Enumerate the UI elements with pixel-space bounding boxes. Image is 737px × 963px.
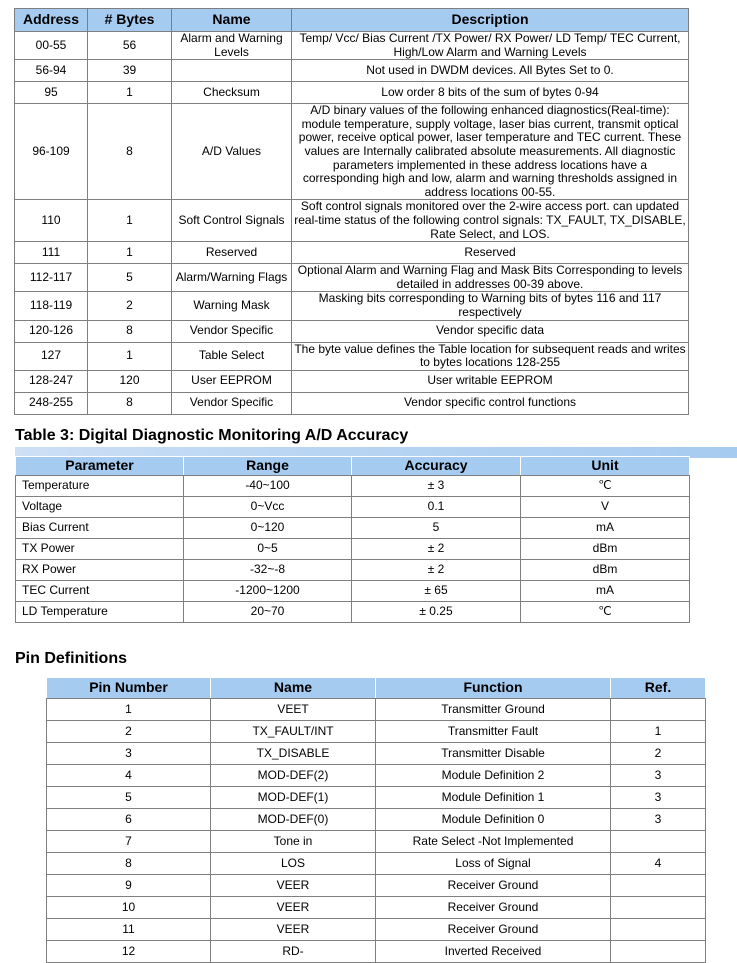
description-cell: Temp/ Vcc/ Bias Current /TX Power/ RX Power/ LD Temp/ TEC Current, High/Low Alarm and Warning Levels [292,32,689,60]
header-pin-number: Pin Number [47,678,211,699]
address-cell: 120-126 [15,320,88,342]
table-row [47,743,706,765]
pin-number-cell: 4 [47,765,211,787]
table-row [47,765,706,787]
bytes-cell: 8 [88,104,172,200]
header-pin-name: Name [211,678,376,699]
name-cell: Vendor Specific [172,392,292,414]
function-cell: Loss of Signal [376,853,611,875]
bytes-cell: 1 [88,342,172,370]
table-row [15,370,689,392]
parameter-cell: RX Power [16,560,184,581]
unit-cell: dBm [521,539,690,560]
pin-name-cell: VEER [211,875,376,897]
pin-name-cell: MOD-DEF(2) [211,765,376,787]
bytes-cell: 120 [88,370,172,392]
table-row [16,497,690,518]
range-cell: 0~120 [184,518,352,539]
description-cell: Low order 8 bits of the sum of bytes 0-94 [292,82,689,104]
table3-title: Table 3: Digital Diagnostic Monitoring A/D Accuracy [15,427,409,444]
table-row [47,809,706,831]
ref-cell [611,831,706,853]
function-cell: Receiver Ground [376,897,611,919]
address-cell: 96-109 [15,104,88,200]
table-header-row [47,678,706,699]
header-bytes: # Bytes [88,9,172,32]
name-cell: User EEPROM [172,370,292,392]
address-cell: 00-55 [15,32,88,60]
table-row [15,342,689,370]
accuracy-table [15,456,690,623]
description-cell: Soft control signals monitored over the 2-wire access port. can updated real-time status of the following control signals: TX_FAULT, TX_DISABLE, Rate Select, and LOS. [292,200,689,242]
ref-cell: 3 [611,765,706,787]
pin-number-cell: 3 [47,743,211,765]
accuracy-cell: ± 3 [352,476,521,497]
unit-cell: mA [521,581,690,602]
bytes-cell: 1 [88,200,172,242]
table-row [47,897,706,919]
range-cell: -32~-8 [184,560,352,581]
ref-cell [611,897,706,919]
accuracy-cell: ± 0.25 [352,602,521,623]
ref-cell: 1 [611,721,706,743]
table-row [15,82,689,104]
description-cell: Optional Alarm and Warning Flag and Mask Bits Corresponding to levels detailed in addresses 00-39 above. [292,264,689,292]
unit-cell: mA [521,518,690,539]
function-cell: Rate Select -Not Implemented [376,831,611,853]
table-row [15,320,689,342]
header-parameter: Parameter [16,457,184,476]
range-cell: -1200~1200 [184,581,352,602]
description-cell: Reserved [292,242,689,264]
pin-number-cell: 8 [47,853,211,875]
pin-number-cell: 2 [47,721,211,743]
parameter-cell: Voltage [16,497,184,518]
ref-cell: 2 [611,743,706,765]
header-name: Name [172,9,292,32]
header-function: Function [376,678,611,699]
table-row [16,560,690,581]
address-cell: 127 [15,342,88,370]
table-row [47,831,706,853]
table-row [47,787,706,809]
table-header-row [15,9,689,32]
accuracy-cell: 5 [352,518,521,539]
function-cell: Transmitter Disable [376,743,611,765]
description-cell: User writable EEPROM [292,370,689,392]
table-row [15,242,689,264]
pin-number-cell: 12 [47,941,211,963]
pin-name-cell: MOD-DEF(0) [211,809,376,831]
function-cell: Transmitter Ground [376,699,611,721]
address-cell: 110 [15,200,88,242]
bytes-cell: 1 [88,82,172,104]
pin-name-cell: Tone in [211,831,376,853]
bytes-cell: 39 [88,60,172,82]
name-cell: Table Select [172,342,292,370]
function-cell: Inverted Received [376,941,611,963]
pin-name-cell: VEER [211,897,376,919]
table-row [16,539,690,560]
pin-name-cell: VEET [211,699,376,721]
ref-cell [611,919,706,941]
pin-name-cell: VEER [211,919,376,941]
parameter-cell: LD Temperature [16,602,184,623]
header-range: Range [184,457,352,476]
address-cell: 118-119 [15,292,88,320]
table-row [16,581,690,602]
header-accuracy: Accuracy [352,457,521,476]
name-cell: Checksum [172,82,292,104]
unit-cell: ℃ [521,602,690,623]
pin-definitions-body [47,699,706,963]
name-cell: Vendor Specific [172,320,292,342]
table-row [15,104,689,200]
function-cell: Transmitter Fault [376,721,611,743]
accuracy-cell: ± 2 [352,539,521,560]
memory-map-body [15,32,689,415]
table-row [47,875,706,897]
parameter-cell: TX Power [16,539,184,560]
pin-number-cell: 11 [47,919,211,941]
header-address: Address [15,9,88,32]
address-cell: 111 [15,242,88,264]
pin-name-cell: TX_FAULT/INT [211,721,376,743]
table-row [15,292,689,320]
ref-cell [611,875,706,897]
range-cell: 0~5 [184,539,352,560]
table-row [16,476,690,497]
name-cell [172,60,292,82]
name-cell: Alarm/Warning Flags [172,264,292,292]
header-description: Description [292,9,689,32]
description-cell: A/D binary values of the following enhanced diagnostics(Real-time): module temperature, supply voltage, laser bias current, transmit optical power, receive optical power, laser temperature and TEC current. These values are Internally calibrated absolute measurements. All diagnostic parameters implemented in these address locations have a corresponding high and low, alarm and warning thresholds assigned in address locations 00-55. [292,104,689,200]
function-cell: Receiver Ground [376,875,611,897]
pin-name-cell: MOD-DEF(1) [211,787,376,809]
table-row [15,264,689,292]
accuracy-cell: 0.1 [352,497,521,518]
range-cell: 0~Vcc [184,497,352,518]
accuracy-cell: ± 2 [352,560,521,581]
parameter-cell: Bias Current [16,518,184,539]
table-row [47,721,706,743]
header-unit: Unit [521,457,690,476]
name-cell: A/D Values [172,104,292,200]
function-cell: Module Definition 1 [376,787,611,809]
table-row [16,518,690,539]
pin-name-cell: TX_DISABLE [211,743,376,765]
function-cell: Module Definition 0 [376,809,611,831]
table-row [47,853,706,875]
bytes-cell: 56 [88,32,172,60]
table-row [15,392,689,414]
pin-number-cell: 5 [47,787,211,809]
table-row [15,60,689,82]
pin-number-cell: 1 [47,699,211,721]
address-cell: 56-94 [15,60,88,82]
table-row [16,602,690,623]
description-cell: Vendor specific data [292,320,689,342]
name-cell: Reserved [172,242,292,264]
unit-cell: ℃ [521,476,690,497]
address-cell: 112-117 [15,264,88,292]
accuracy-cell: ± 65 [352,581,521,602]
pin-definitions-title: Pin Definitions [15,650,127,667]
bytes-cell: 8 [88,392,172,414]
range-cell: -40~100 [184,476,352,497]
description-cell: Not used in DWDM devices. All Bytes Set to 0. [292,60,689,82]
table-row [47,699,706,721]
description-cell: Vendor specific control functions [292,392,689,414]
name-cell: Alarm and Warning Levels [172,32,292,60]
address-cell: 248-255 [15,392,88,414]
table-row [15,200,689,242]
bytes-cell: 2 [88,292,172,320]
table-header-row [16,457,690,476]
table-row [47,919,706,941]
bytes-cell: 1 [88,242,172,264]
name-cell: Soft Control Signals [172,200,292,242]
function-cell: Receiver Ground [376,919,611,941]
unit-cell: V [521,497,690,518]
bytes-cell: 8 [88,320,172,342]
address-cell: 95 [15,82,88,104]
description-cell: Masking bits corresponding to Warning bits of bytes 116 and 117 respectively [292,292,689,320]
pin-number-cell: 9 [47,875,211,897]
description-cell: The byte value defines the Table location for subsequent reads and writes to bytes locations 128-255 [292,342,689,370]
table-row [47,941,706,963]
ref-cell: 3 [611,809,706,831]
pin-name-cell: LOS [211,853,376,875]
bytes-cell: 5 [88,264,172,292]
pin-number-cell: 10 [47,897,211,919]
range-cell: 20~70 [184,602,352,623]
parameter-cell: TEC Current [16,581,184,602]
function-cell: Module Definition 2 [376,765,611,787]
memory-map-table [14,8,689,415]
address-cell: 128-247 [15,370,88,392]
pin-number-cell: 7 [47,831,211,853]
pin-number-cell: 6 [47,809,211,831]
ref-cell: 4 [611,853,706,875]
parameter-cell: Temperature [16,476,184,497]
header-ref: Ref. [611,678,706,699]
ref-cell [611,699,706,721]
name-cell: Warning Mask [172,292,292,320]
table-row [15,32,689,60]
unit-cell: dBm [521,560,690,581]
pin-definitions-table [46,677,706,963]
ref-cell [611,941,706,963]
pin-name-cell: RD- [211,941,376,963]
accuracy-body [16,476,690,623]
ref-cell: 3 [611,787,706,809]
